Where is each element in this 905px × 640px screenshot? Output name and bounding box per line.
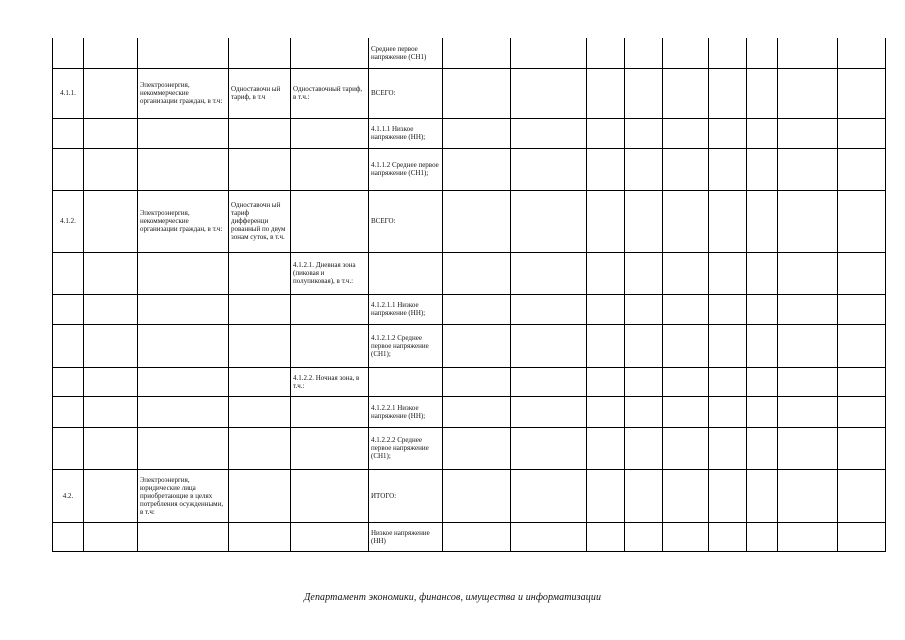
table-row: [53, 294, 886, 324]
value-cell: [663, 38, 709, 68]
voltage-level-cell: Среднее первое напряжение (СН1): [369, 38, 443, 68]
value-cell: [663, 252, 709, 294]
value-cell: [443, 469, 511, 522]
voltage-level-cell: ВСЕГО:: [369, 190, 443, 252]
value-cell: [778, 118, 838, 148]
value-cell: [587, 367, 625, 396]
value-cell: [778, 294, 838, 324]
value-cell: [625, 252, 663, 294]
tariff-type-cell: [229, 522, 291, 551]
value-cell: [709, 469, 747, 522]
table-row: [53, 427, 886, 469]
value-cell: [587, 469, 625, 522]
value-cell: [747, 294, 778, 324]
value-cell: [511, 148, 587, 190]
value-cell: [511, 367, 587, 396]
row-number-cell: [53, 427, 84, 469]
value-cell: [663, 118, 709, 148]
value-cell: [84, 190, 138, 252]
row-number-cell: [53, 324, 84, 367]
value-cell: [838, 190, 886, 252]
tariff-type-cell: [229, 324, 291, 367]
table-row: [53, 522, 886, 551]
value-cell: [663, 469, 709, 522]
value-cell: [84, 68, 138, 118]
value-cell: [511, 324, 587, 367]
value-cell: [443, 118, 511, 148]
row-number-cell: [53, 252, 84, 294]
tariff-type-cell: Одноставочн ый тариф дифференци рованный по двум зонам суток, в т.ч.: [229, 190, 291, 252]
value-cell: [747, 38, 778, 68]
tariff-zone-cell: 4.1.2.1. Дневная зона (пиковая и полупиковая), в т.ч.:: [291, 252, 369, 294]
value-cell: [663, 367, 709, 396]
value-cell: [663, 324, 709, 367]
tariff-zone-cell: [291, 324, 369, 367]
value-cell: [747, 367, 778, 396]
value-cell: [443, 324, 511, 367]
value-cell: [625, 324, 663, 367]
value-cell: [511, 396, 587, 427]
value-cell: [443, 522, 511, 551]
value-cell: [511, 118, 587, 148]
value-cell: [778, 396, 838, 427]
value-cell: [838, 522, 886, 551]
tariff-zone-cell: [291, 469, 369, 522]
value-cell: [778, 324, 838, 367]
tariff-type-cell: [229, 148, 291, 190]
table-row: [53, 252, 886, 294]
value-cell: [587, 38, 625, 68]
value-cell: [663, 190, 709, 252]
tariff-zone-cell: [291, 190, 369, 252]
voltage-level-cell: ВСЕГО:: [369, 68, 443, 118]
value-cell: [587, 252, 625, 294]
row-number-cell: [53, 367, 84, 396]
value-cell: [778, 252, 838, 294]
tariff-zone-cell: 4.1.2.2. Ночная зона, в т.ч.:: [291, 367, 369, 396]
value-cell: [84, 118, 138, 148]
value-cell: [625, 522, 663, 551]
tariff-zone-cell: [291, 38, 369, 68]
value-cell: [625, 68, 663, 118]
value-cell: [84, 469, 138, 522]
value-cell: [84, 396, 138, 427]
value-cell: [625, 396, 663, 427]
value-cell: [625, 427, 663, 469]
value-cell: [511, 190, 587, 252]
value-cell: [747, 469, 778, 522]
voltage-level-cell: Низкое напряжение (НН): [369, 522, 443, 551]
value-cell: [709, 148, 747, 190]
value-cell: [778, 148, 838, 190]
value-cell: [511, 294, 587, 324]
value-cell: [84, 522, 138, 551]
footer-text: Департамент экономики, финансов, имущества и информатизации: [303, 592, 602, 603]
tariff-type-cell: [229, 427, 291, 469]
value-cell: [747, 68, 778, 118]
value-cell: [709, 252, 747, 294]
voltage-level-cell: ИТОГО:: [369, 469, 443, 522]
table-row: [53, 148, 886, 190]
value-cell: [625, 148, 663, 190]
tariff-table: [52, 38, 886, 552]
voltage-level-cell: 4.1.2.2.2 Среднее первое напряжение (СН1);: [369, 427, 443, 469]
table-row: [53, 324, 886, 367]
tariff-zone-cell: [291, 427, 369, 469]
description-cell: [138, 38, 229, 68]
row-number-cell: [53, 294, 84, 324]
value-cell: [443, 68, 511, 118]
tariff-zone-cell: [291, 294, 369, 324]
value-cell: [663, 396, 709, 427]
tariff-zone-cell: [291, 522, 369, 551]
tariff-zone-cell: [291, 396, 369, 427]
table-row: [53, 38, 886, 68]
value-cell: [709, 367, 747, 396]
value-cell: [778, 427, 838, 469]
value-cell: [443, 396, 511, 427]
value-cell: [709, 522, 747, 551]
value-cell: [587, 148, 625, 190]
tariff-zone-cell: [291, 148, 369, 190]
description-cell: Электроэнергия, некоммерческие организации граждан, в т.ч:: [138, 190, 229, 252]
tariff-type-cell: [229, 252, 291, 294]
row-number-cell: 4.1.2.: [53, 190, 84, 252]
value-cell: [778, 38, 838, 68]
tariff-type-cell: [229, 469, 291, 522]
description-cell: [138, 396, 229, 427]
value-cell: [838, 68, 886, 118]
tariff-type-cell: Одноставочн ый тариф, в т.ч: [229, 68, 291, 118]
value-cell: [84, 324, 138, 367]
value-cell: [747, 190, 778, 252]
value-cell: [778, 469, 838, 522]
value-cell: [84, 148, 138, 190]
value-cell: [838, 38, 886, 68]
value-cell: [625, 38, 663, 68]
description-cell: [138, 118, 229, 148]
value-cell: [838, 367, 886, 396]
value-cell: [511, 469, 587, 522]
table-row: [53, 68, 886, 118]
value-cell: [709, 68, 747, 118]
voltage-level-cell: 4.1.2.1.2 Среднее первое напряжение (СН1);: [369, 324, 443, 367]
row-number-cell: [53, 396, 84, 427]
row-number-cell: 4.1.1.: [53, 68, 84, 118]
value-cell: [625, 190, 663, 252]
value-cell: [587, 522, 625, 551]
tariff-zone-cell: [291, 118, 369, 148]
value-cell: [663, 294, 709, 324]
value-cell: [747, 252, 778, 294]
tariff-type-cell: [229, 396, 291, 427]
description-cell: [138, 427, 229, 469]
value-cell: [443, 148, 511, 190]
value-cell: [587, 68, 625, 118]
tariff-type-cell: [229, 367, 291, 396]
value-cell: [709, 324, 747, 367]
row-number-cell: [53, 38, 84, 68]
value-cell: [838, 294, 886, 324]
value-cell: [747, 522, 778, 551]
value-cell: [625, 469, 663, 522]
value-cell: [838, 252, 886, 294]
value-cell: [663, 522, 709, 551]
description-cell: [138, 252, 229, 294]
value-cell: [709, 294, 747, 324]
value-cell: [84, 38, 138, 68]
description-cell: [138, 367, 229, 396]
value-cell: [747, 148, 778, 190]
value-cell: [709, 396, 747, 427]
value-cell: [587, 427, 625, 469]
value-cell: [84, 252, 138, 294]
description-cell: [138, 148, 229, 190]
value-cell: [443, 190, 511, 252]
voltage-level-cell: 4.1.1.1 Низкое напряжение (НН);: [369, 118, 443, 148]
value-cell: [625, 118, 663, 148]
value-cell: [443, 294, 511, 324]
value-cell: [663, 427, 709, 469]
value-cell: [838, 396, 886, 427]
value-cell: [511, 38, 587, 68]
value-cell: [511, 427, 587, 469]
value-cell: [625, 367, 663, 396]
value-cell: [709, 427, 747, 469]
voltage-level-cell: [369, 252, 443, 294]
value-cell: [747, 118, 778, 148]
table-row: [53, 118, 886, 148]
value-cell: [443, 252, 511, 294]
value-cell: [663, 68, 709, 118]
value-cell: [587, 324, 625, 367]
description-cell: [138, 294, 229, 324]
voltage-level-cell: [369, 367, 443, 396]
value-cell: [709, 38, 747, 68]
value-cell: [587, 118, 625, 148]
value-cell: [747, 427, 778, 469]
value-cell: [511, 252, 587, 294]
value-cell: [838, 427, 886, 469]
value-cell: [443, 38, 511, 68]
value-cell: [778, 367, 838, 396]
value-cell: [778, 190, 838, 252]
value-cell: [747, 324, 778, 367]
voltage-level-cell: 4.1.1.2 Среднее первое напряжение (СН1);: [369, 148, 443, 190]
description-cell: Электроэнергия, некоммерческие организации граждан, в т.ч:: [138, 68, 229, 118]
value-cell: [587, 396, 625, 427]
row-number-cell: [53, 148, 84, 190]
value-cell: [84, 427, 138, 469]
value-cell: [838, 118, 886, 148]
voltage-level-cell: 4.1.2.2.1 Низкое напряжение (НН);: [369, 396, 443, 427]
tariff-type-cell: [229, 294, 291, 324]
value-cell: [443, 367, 511, 396]
table-row: [53, 396, 886, 427]
value-cell: [709, 190, 747, 252]
value-cell: [778, 522, 838, 551]
value-cell: [778, 68, 838, 118]
row-number-cell: [53, 522, 84, 551]
value-cell: [511, 522, 587, 551]
value-cell: [587, 294, 625, 324]
description-cell: [138, 324, 229, 367]
value-cell: [587, 190, 625, 252]
value-cell: [625, 294, 663, 324]
description-cell: Электроэнергия, юридические лица приобретающие в целях потребления осужденными, в т.ч:: [138, 469, 229, 522]
value-cell: [838, 324, 886, 367]
value-cell: [84, 367, 138, 396]
voltage-level-cell: 4.1.2.1.1 Низкое напряжение (НН);: [369, 294, 443, 324]
value-cell: [511, 68, 587, 118]
value-cell: [84, 294, 138, 324]
row-number-cell: [53, 118, 84, 148]
value-cell: [663, 148, 709, 190]
table-row: [53, 469, 886, 522]
value-cell: [443, 427, 511, 469]
value-cell: [838, 469, 886, 522]
tariff-zone-cell: Одноставочный тариф, в т.ч.:: [291, 68, 369, 118]
value-cell: [747, 396, 778, 427]
table-row: [53, 367, 886, 396]
value-cell: [709, 118, 747, 148]
description-cell: [138, 522, 229, 551]
table-body: [53, 38, 886, 551]
tariff-type-cell: [229, 118, 291, 148]
value-cell: [838, 148, 886, 190]
row-number-cell: 4.2.: [53, 469, 84, 522]
tariff-type-cell: [229, 38, 291, 68]
table-row: [53, 190, 886, 252]
